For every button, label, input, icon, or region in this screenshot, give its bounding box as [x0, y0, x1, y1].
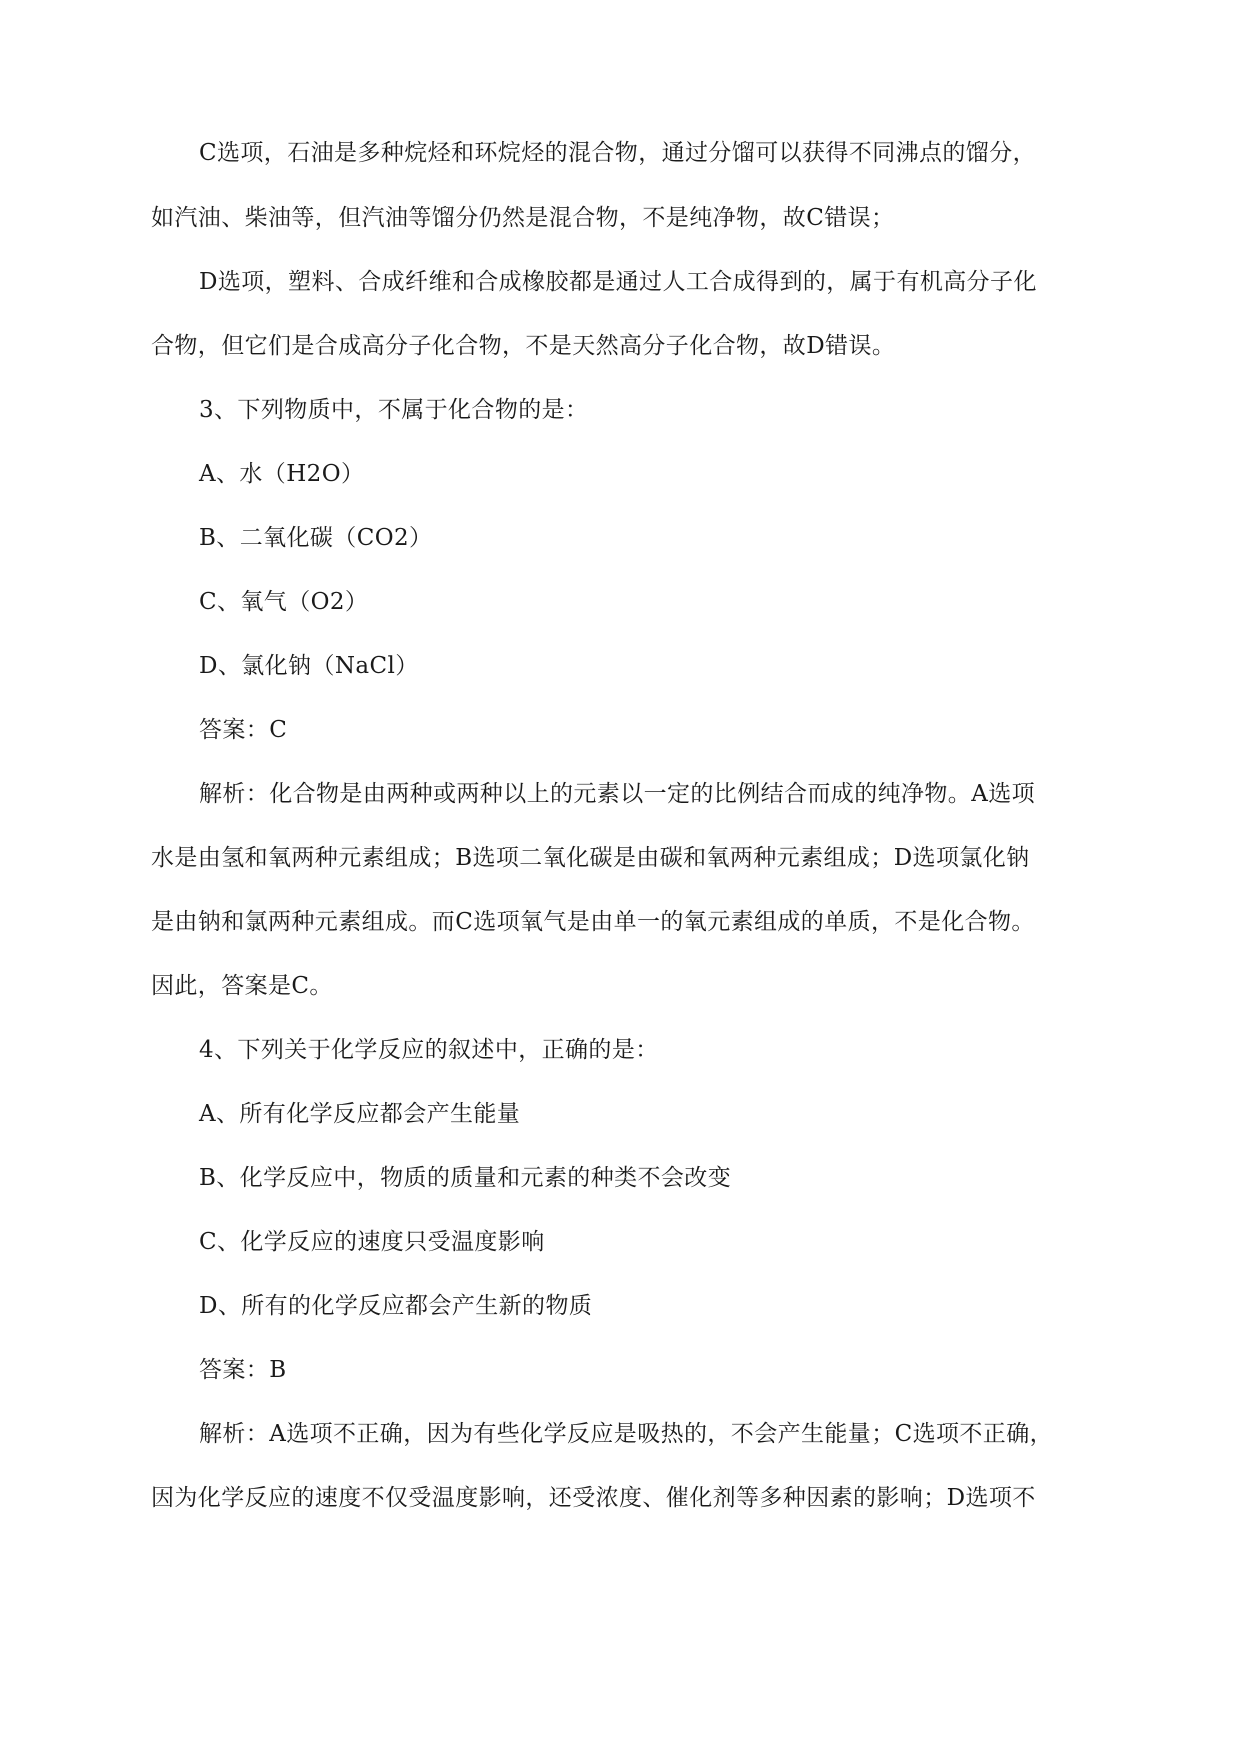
option-b: B、二氧化碳（CO2） [199, 525, 433, 551]
explanation-line: 解析：化合物是由两种或两种以上的元素以一定的比例结合而成的纯净物。A选项 [199, 781, 1036, 807]
text-line: 如汽油、柴油等，但汽油等馏分仍然是混合物，不是纯净物，故C错误； [151, 205, 895, 231]
option-d: D、氯化钠（NaCl） [199, 653, 419, 679]
option-c: C、氧气（O2） [199, 589, 369, 615]
text-line: D选项，塑料、合成纤维和合成橡胶都是通过人工合成得到的，属于有机高分子化 [199, 269, 1037, 295]
text-line: 合物，但它们是合成高分子化合物，不是天然高分子化合物，故D错误。 [151, 333, 896, 359]
option-b: B、化学反应中，物质的质量和元素的种类不会改变 [199, 1165, 732, 1191]
text-line: C选项，石油是多种烷烃和环烷烃的混合物，通过分馏可以获得不同沸点的馏分， [199, 140, 1036, 166]
option-c: C、化学反应的速度只受温度影响 [199, 1229, 545, 1255]
option-d: D、所有的化学反应都会产生新的物质 [199, 1293, 593, 1319]
answer-line: 答案：C [199, 717, 288, 743]
explanation-line: 因为化学反应的速度不仅受温度影响，还受浓度、催化剂等多种因素的影响；D选项不 [151, 1485, 1036, 1511]
explanation-line: 解析：A选项不正确，因为有些化学反应是吸热的，不会产生能量；C选项不正确， [199, 1421, 1054, 1447]
explanation-line: 因此，答案是C。 [151, 973, 333, 999]
question-4-stem: 4、下列关于化学反应的叙述中，正确的是： [199, 1037, 659, 1063]
answer-line: 答案：B [199, 1357, 287, 1383]
explanation-line: 水是由氢和氧两种元素组成；B选项二氧化碳是由碳和氧两种元素组成；D选项氯化钠 [151, 845, 1030, 871]
option-a: A、水（H2O） [199, 461, 365, 487]
option-a: A、所有化学反应都会产生能量 [199, 1101, 521, 1127]
explanation-line: 是由钠和氯两种元素组成。而C选项氧气是由单一的氧元素组成的单质，不是化合物。 [151, 909, 1035, 935]
question-3-stem: 3、下列物质中，不属于化合物的是： [199, 397, 589, 423]
